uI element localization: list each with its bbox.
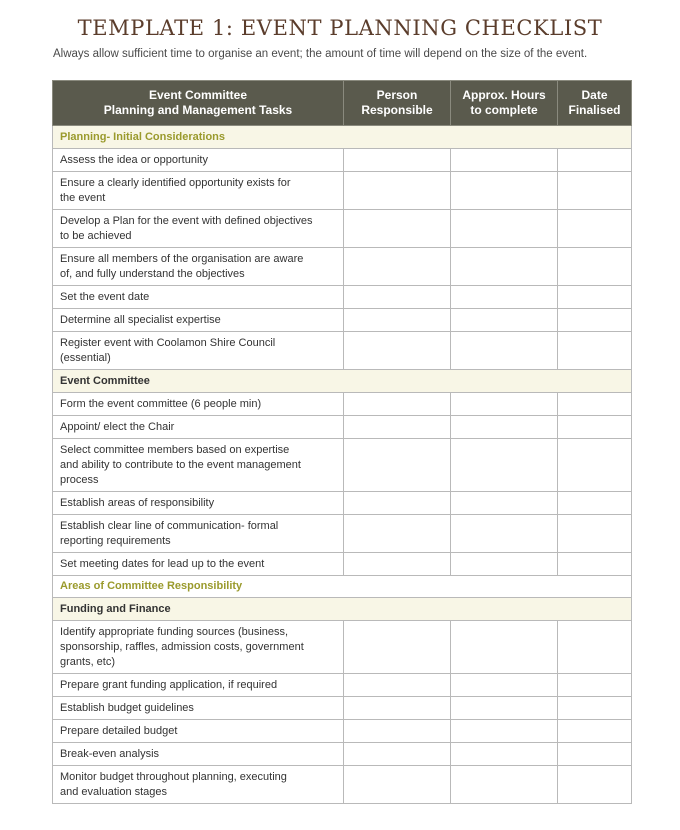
approx-hours-cell[interactable]: [451, 172, 558, 210]
person-responsible-cell[interactable]: [344, 697, 451, 720]
date-finalised-cell[interactable]: [558, 674, 632, 697]
approx-hours-cell[interactable]: [451, 766, 558, 804]
date-finalised-cell[interactable]: [558, 766, 632, 804]
section-row: [53, 126, 632, 149]
approx-hours-cell[interactable]: [451, 720, 558, 743]
table-row: [53, 515, 632, 553]
date-finalised-cell[interactable]: [558, 309, 632, 332]
section-heading: Areas of Committee Responsibility: [53, 576, 632, 598]
date-finalised-cell[interactable]: [558, 172, 632, 210]
date-finalised-cell[interactable]: [558, 416, 632, 439]
table-row: [53, 674, 632, 697]
person-responsible-cell[interactable]: [344, 553, 451, 576]
date-finalised-cell[interactable]: [558, 149, 632, 172]
task-cell: Establish areas of responsibility: [53, 492, 344, 515]
task-cell: Appoint/ elect the Chair: [53, 416, 344, 439]
person-responsible-cell[interactable]: [344, 248, 451, 286]
approx-hours-cell[interactable]: [451, 286, 558, 309]
date-finalised-cell[interactable]: [558, 515, 632, 553]
date-finalised-cell[interactable]: [558, 393, 632, 416]
date-finalised-cell[interactable]: [558, 248, 632, 286]
task-cell: Break-even analysis: [53, 743, 344, 766]
header-date-finalised: Date Finalised: [558, 81, 632, 126]
person-responsible-cell[interactable]: [344, 674, 451, 697]
section-row: [53, 576, 632, 598]
table-row: [53, 332, 632, 370]
section-row: [53, 370, 632, 393]
task-cell: Identify appropriate funding sources (business, sponsorship, raffles, admission costs, government grants, etc): [53, 621, 344, 674]
table-row: [53, 286, 632, 309]
date-finalised-cell[interactable]: [558, 439, 632, 492]
person-responsible-cell[interactable]: [344, 515, 451, 553]
approx-hours-cell[interactable]: [451, 149, 558, 172]
person-responsible-cell[interactable]: [344, 286, 451, 309]
table-row: [53, 439, 632, 492]
task-cell: Develop a Plan for the event with defined objectives to be achieved: [53, 210, 344, 248]
section-heading: Funding and Finance: [53, 598, 632, 621]
task-cell: Form the event committee (6 people min): [53, 393, 344, 416]
date-finalised-cell[interactable]: [558, 720, 632, 743]
task-cell: Set the event date: [53, 286, 344, 309]
approx-hours-cell[interactable]: [451, 553, 558, 576]
approx-hours-cell[interactable]: [451, 621, 558, 674]
table-row: [53, 172, 632, 210]
task-cell: Select committee members based on expertise and ability to contribute to the event management process: [53, 439, 344, 492]
task-cell: Establish clear line of communication- formal reporting requirements: [53, 515, 344, 553]
task-cell: Prepare detailed budget: [53, 720, 344, 743]
section-row: [53, 598, 632, 621]
table-row: [53, 697, 632, 720]
person-responsible-cell[interactable]: [344, 172, 451, 210]
task-cell: Ensure all members of the organisation are aware of, and fully understand the objectives: [53, 248, 344, 286]
approx-hours-cell[interactable]: [451, 210, 558, 248]
table-row: [53, 492, 632, 515]
table-row: [53, 621, 632, 674]
person-responsible-cell[interactable]: [344, 439, 451, 492]
person-responsible-cell[interactable]: [344, 766, 451, 804]
table-row: [53, 743, 632, 766]
header-approx-hours: Approx. Hours to complete: [451, 81, 558, 126]
approx-hours-cell[interactable]: [451, 492, 558, 515]
task-cell: Ensure a clearly identified opportunity exists for the event: [53, 172, 344, 210]
task-cell: Set meeting dates for lead up to the event: [53, 553, 344, 576]
page-title: TEMPLATE 1: EVENT PLANNING CHECKLIST: [77, 16, 603, 40]
date-finalised-cell[interactable]: [558, 743, 632, 766]
table-row: [53, 248, 632, 286]
approx-hours-cell[interactable]: [451, 515, 558, 553]
table-row: [53, 766, 632, 804]
section-heading: Event Committee: [53, 370, 632, 393]
person-responsible-cell[interactable]: [344, 743, 451, 766]
table-row: [53, 553, 632, 576]
date-finalised-cell[interactable]: [558, 210, 632, 248]
date-finalised-cell[interactable]: [558, 697, 632, 720]
person-responsible-cell[interactable]: [344, 309, 451, 332]
date-finalised-cell[interactable]: [558, 553, 632, 576]
approx-hours-cell[interactable]: [451, 674, 558, 697]
approx-hours-cell[interactable]: [451, 416, 558, 439]
task-cell: Assess the idea or opportunity: [53, 149, 344, 172]
date-finalised-cell[interactable]: [558, 492, 632, 515]
approx-hours-cell[interactable]: [451, 248, 558, 286]
task-cell: Monitor budget throughout planning, executing and evaluation stages: [53, 766, 344, 804]
approx-hours-cell[interactable]: [451, 697, 558, 720]
table-row: [53, 393, 632, 416]
person-responsible-cell[interactable]: [344, 621, 451, 674]
table-row: [53, 309, 632, 332]
approx-hours-cell[interactable]: [451, 332, 558, 370]
table-body: [53, 126, 632, 804]
approx-hours-cell[interactable]: [451, 439, 558, 492]
approx-hours-cell[interactable]: [451, 743, 558, 766]
person-responsible-cell[interactable]: [344, 492, 451, 515]
table-row: [53, 149, 632, 172]
task-cell: Prepare grant funding application, if required: [53, 674, 344, 697]
checklist-table: [52, 80, 632, 804]
person-responsible-cell[interactable]: [344, 720, 451, 743]
person-responsible-cell[interactable]: [344, 332, 451, 370]
table-header-row: [53, 81, 632, 126]
date-finalised-cell[interactable]: [558, 286, 632, 309]
person-responsible-cell[interactable]: [344, 393, 451, 416]
table-row: [53, 720, 632, 743]
date-finalised-cell[interactable]: [558, 621, 632, 674]
task-cell: Establish budget guidelines: [53, 697, 344, 720]
header-tasks: Event Committee Planning and Management Tasks: [53, 81, 344, 126]
table-row: [53, 416, 632, 439]
date-finalised-cell[interactable]: [558, 332, 632, 370]
task-cell: Determine all specialist expertise: [53, 309, 344, 332]
person-responsible-cell[interactable]: [344, 210, 451, 248]
section-heading: Planning- Initial Considerations: [53, 126, 632, 149]
person-responsible-cell[interactable]: [344, 416, 451, 439]
task-cell: Register event with Coolamon Shire Council (essential): [53, 332, 344, 370]
approx-hours-cell[interactable]: [451, 393, 558, 416]
person-responsible-cell[interactable]: [344, 149, 451, 172]
table-row: [53, 210, 632, 248]
page-subtitle: Always allow sufficient time to organise an event; the amount of time will depend on the size of the event.: [53, 48, 588, 60]
approx-hours-cell[interactable]: [451, 309, 558, 332]
header-person-responsible: Person Responsible: [344, 81, 451, 126]
